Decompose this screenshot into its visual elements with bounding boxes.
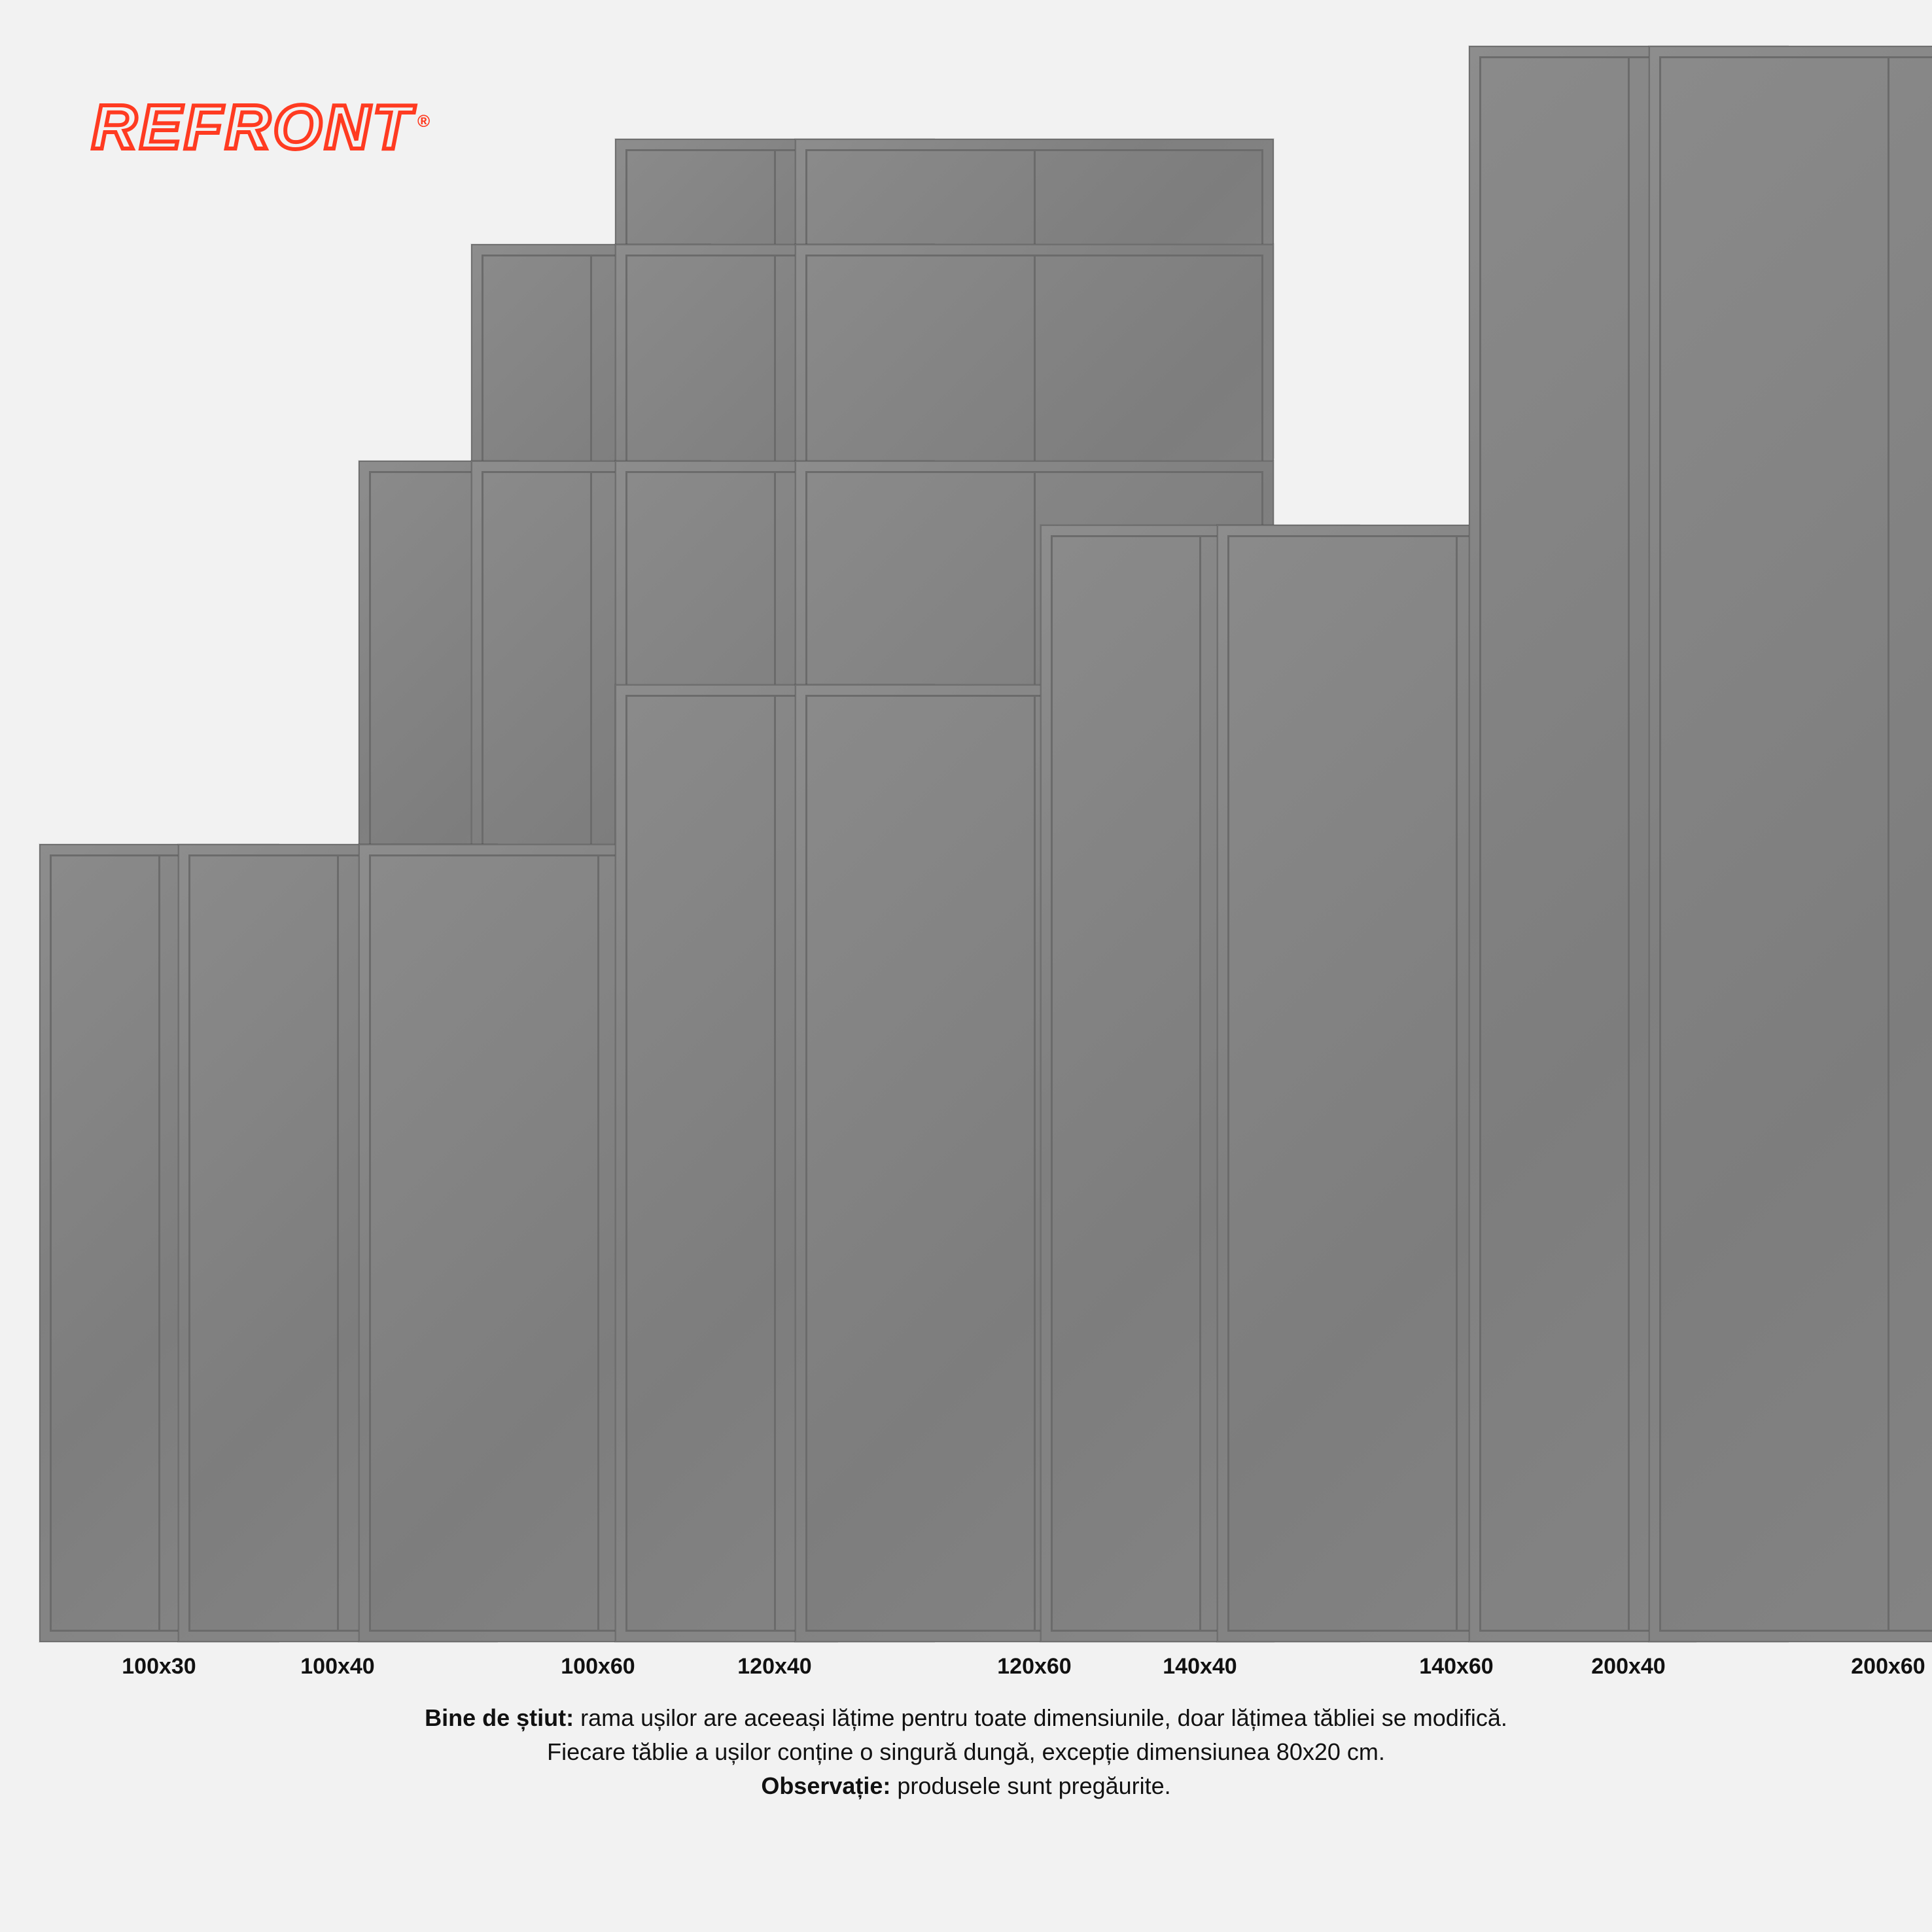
door-panel xyxy=(1659,56,1932,1632)
door-label-140x40: 140x40 xyxy=(1163,1654,1237,1679)
door-label-120x60: 120x60 xyxy=(997,1654,1072,1679)
brand-name: REFRONT xyxy=(92,92,413,162)
door-label-200x40: 200x40 xyxy=(1591,1654,1666,1679)
panel-groove xyxy=(597,856,599,1630)
door-label-120x40: 120x40 xyxy=(737,1654,812,1679)
panel-groove xyxy=(337,856,339,1630)
note-line-3 xyxy=(0,1769,1932,1803)
note-line-1 xyxy=(0,1701,1932,1735)
panel-groove xyxy=(774,697,776,1630)
registered-mark: ® xyxy=(417,111,432,131)
brand-logo xyxy=(92,92,431,164)
door-label-100x60: 100x60 xyxy=(561,1654,635,1679)
door-label-100x30: 100x30 xyxy=(122,1654,196,1679)
note-line-1-text: rama ușilor are aceeași lățime pentru toate dimensiunile, doar lățimea tăbliei se modifică. xyxy=(574,1704,1507,1731)
door-200x60 xyxy=(1649,46,1932,1642)
panel-groove xyxy=(158,856,160,1630)
panel-groove xyxy=(1456,537,1458,1630)
panel-groove xyxy=(1034,697,1036,1630)
note-line-1-label: Bine de știut: xyxy=(425,1704,574,1731)
door-label-140x60: 140x60 xyxy=(1419,1654,1494,1679)
door-label-100x40: 100x40 xyxy=(300,1654,375,1679)
panel-groove xyxy=(1888,58,1889,1630)
note-line-2: Fiecare tăblie a ușilor conține o singură dungă, excepție dimensiunea 80x20 cm. xyxy=(547,1738,1385,1766)
note-line-3-label: Observație: xyxy=(761,1772,891,1800)
footer-notes xyxy=(0,1701,1932,1804)
panel-groove xyxy=(1628,58,1630,1630)
door-label-200x60: 200x60 xyxy=(1851,1654,1925,1679)
note-line-3-text: produsele sunt pregăurite. xyxy=(890,1772,1171,1800)
panel-groove xyxy=(1199,537,1201,1630)
